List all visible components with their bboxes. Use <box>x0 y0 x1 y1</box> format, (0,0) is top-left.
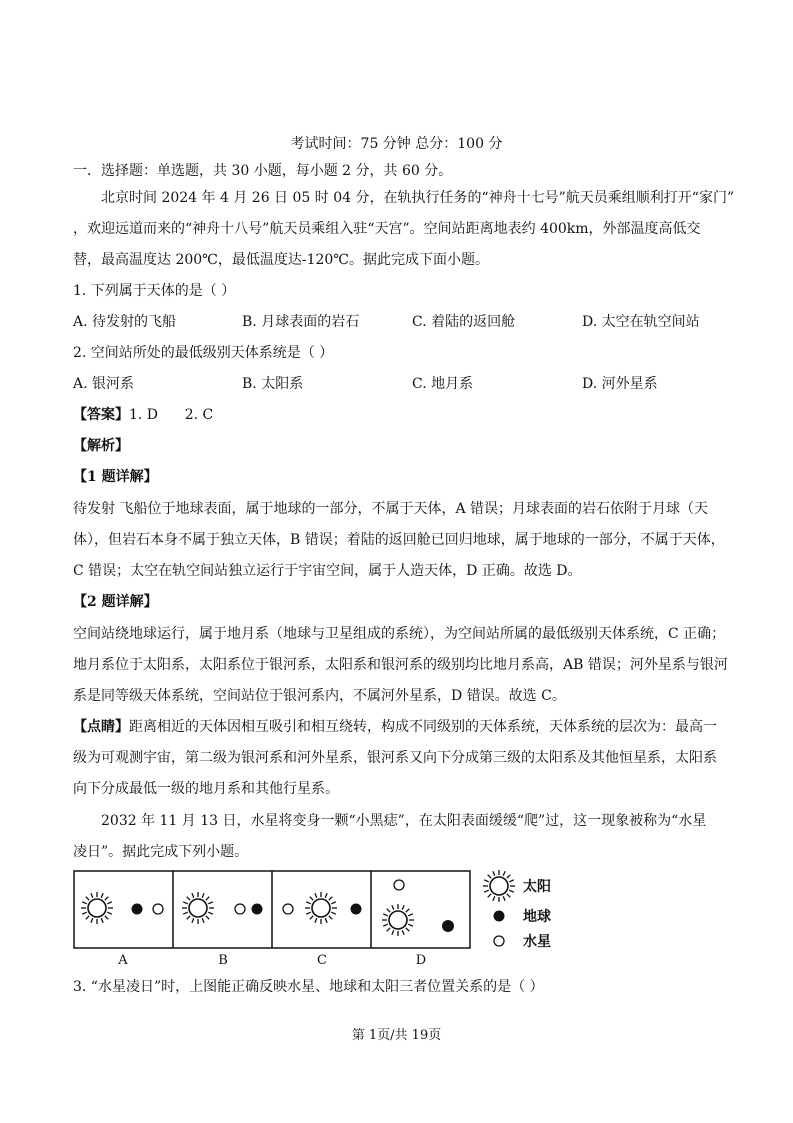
analysis-label: 【解析】 <box>73 438 129 454</box>
sun-icon <box>382 904 414 936</box>
answer-label: 【答案】 <box>73 407 129 423</box>
panel-label-a: A <box>118 953 128 968</box>
passage2-line-1: 2032 年 11 月 13 日，水星将变身一颗“小黑痣”，在太阳表面缓缓“爬”过，这一现象被称为“水星 <box>101 813 707 829</box>
detail-2-line-2: 地月系位于太阳系，太阳系位于银河系，太阳系和银河系的级别均比地月系高，AB 错误；河外星系与银河 <box>73 657 728 673</box>
question-2-option-a: A. 银河系 <box>73 376 135 392</box>
answer-text: 1. D 2. C <box>129 407 214 423</box>
sun-icon <box>305 892 337 924</box>
panel-label-b: B <box>218 953 228 968</box>
question-2-option-c: C. 地月系 <box>412 376 474 392</box>
panel-label-c: C <box>317 953 327 968</box>
earth-icon <box>351 904 362 915</box>
exam-header: 考试时间：75 分钟 总分：100 分 <box>290 136 503 152</box>
question-1-option-d: D. 太空在轨空间站 <box>582 314 700 330</box>
legend-sun-label: 太阳 <box>523 879 551 895</box>
earth-icon <box>132 904 143 915</box>
mercury-icon <box>235 904 245 914</box>
question-1-stem: 1. 下列属于天体的是（ ） <box>73 283 236 299</box>
mercury-transit-figure <box>73 868 593 972</box>
mercury-icon <box>283 904 293 914</box>
question-2-option-d: D. 河外星系 <box>582 376 658 392</box>
tip-line-3: 向下分成最低一级的地月系和其他行星系。 <box>73 781 339 797</box>
passage1-line-3: 替，最高温度达 200℃，最低温度达-120℃。据此完成下面小题。 <box>73 252 489 268</box>
earth-icon <box>252 904 263 915</box>
legend-earth-icon <box>494 911 505 922</box>
earth-icon <box>442 920 454 932</box>
sun-icon <box>81 892 113 924</box>
tip-line-1: 距离相近的天体因相互吸引和相互绕转，构成不同级别的天体系统，天体系统的层次为：最高一 <box>129 719 717 735</box>
detail-1-line-2: 体），但岩石本身不属于独立天体，B 错误；着陆的返回舱已回归地球，属于地球的一部分，不属于天体， <box>73 532 725 548</box>
section-title: 一．选择题：单选题，共 30 小题，每小题 2 分，共 60 分。 <box>73 163 453 179</box>
tip-line-2: 级为可观测宇宙，第二级为银河系和河外星系，银河系又向下分成第三级的太阳系及其他恒星系，太阳系 <box>73 750 717 766</box>
question-3-stem: 3. “水星凌日”时，上图能正确反映水星、地球和太阳三者位置关系的是（ ） <box>73 979 544 995</box>
question-2-stem: 2. 空间站所处的最低级别天体系统是（ ） <box>73 345 334 361</box>
passage2-line-2: 凌日”。据此完成下列小题。 <box>73 844 249 860</box>
question-1-option-a: A. 待发射的飞船 <box>73 314 177 330</box>
passage1-line-2: ，欢迎远道而来的“神舟十八号”航天员乘组入驻“天宫”。空间站距离地表约 400km，外部温度高低交 <box>73 221 701 237</box>
question-1-option-b: B. 月球表面的岩石 <box>242 314 360 330</box>
page-footer: 第 1页/共 19页 <box>351 1028 442 1043</box>
answer-row <box>73 406 213 424</box>
question-2-option-b: B. 太阳系 <box>242 376 304 392</box>
legend-mercury-label: 水星 <box>523 934 551 950</box>
detail-1-label: 【1 题详解】 <box>73 469 158 485</box>
legend-mercury-icon <box>494 936 504 946</box>
question-1-option-c: C. 着陆的返回舱 <box>412 314 516 330</box>
tip-row <box>73 718 717 736</box>
legend-earth-label: 地球 <box>523 909 551 925</box>
tip-label: 【点睛】 <box>73 719 129 735</box>
sun-icon <box>182 892 214 924</box>
detail-1-line-3: C 错误；太空在轨空间站独立运行于宇宙空间，属于人造天体，D 正确。故选 D。 <box>73 563 582 579</box>
panel-label-d: D <box>415 953 427 968</box>
detail-1-line-1: 待发射 飞船位于地球表面，属于地球的一部分，不属于天体，A 错误；月球表面的岩石依附于月球（天 <box>73 501 709 517</box>
detail-2-line-1: 空间站绕地球运行，属于地月系（地球与卫星组成的系统），为空间站所属的最低级别天体系统，C 正确； <box>73 626 726 642</box>
mercury-icon <box>153 904 163 914</box>
detail-2-label: 【2 题详解】 <box>73 594 158 610</box>
legend-sun-icon <box>483 870 515 902</box>
passage1-line-1: 北京时间 2024 年 4 月 26 日 05 时 04 分，在轨执行任务的“神舟十七号”航天员乘组顺利打开“家门” <box>101 190 735 206</box>
detail-2-line-3: 系是同等级天体系统，空间站位于银河系内，不属河外星系，D 错误。故选 C。 <box>73 688 566 704</box>
mercury-icon <box>394 880 404 890</box>
